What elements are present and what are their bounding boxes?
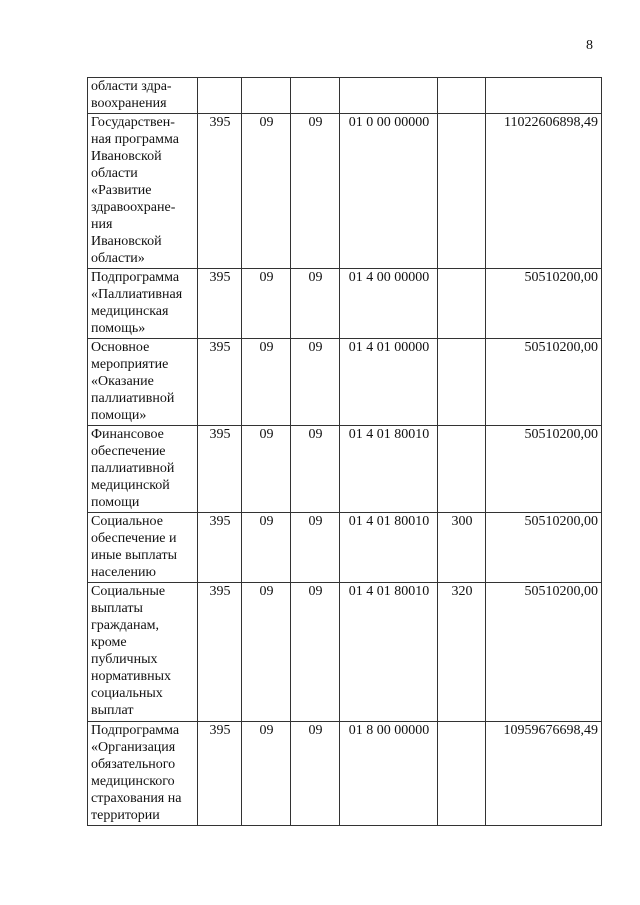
table-row	[88, 78, 602, 114]
pr-cell: 09	[291, 722, 340, 826]
rz-cell: 09	[242, 722, 291, 826]
rz-cell: 09	[242, 269, 291, 339]
rz-cell: 09	[242, 114, 291, 269]
row-name-cell: области здра- воохранения	[88, 78, 198, 114]
pr-cell: 09	[291, 114, 340, 269]
csr-cell	[340, 78, 438, 114]
vr-cell	[438, 426, 486, 513]
table-row	[88, 583, 602, 722]
csr-cell: 01 4 01 80010	[340, 583, 438, 722]
sum-cell: 50510200,00	[486, 426, 602, 513]
vr-cell: 320	[438, 583, 486, 722]
vr-cell	[438, 269, 486, 339]
row-name-cell: Основное мероприятие «Оказание паллиативной помощи»	[88, 339, 198, 426]
pr-cell: 09	[291, 269, 340, 339]
csr-cell: 01 4 01 80010	[340, 426, 438, 513]
sum-cell: 50510200,00	[486, 339, 602, 426]
budget-table	[87, 77, 602, 826]
table-row	[88, 339, 602, 426]
pr-cell: 09	[291, 339, 340, 426]
rz-cell: 09	[242, 583, 291, 722]
sum-cell	[486, 78, 602, 114]
rz-cell	[242, 78, 291, 114]
pr-cell	[291, 78, 340, 114]
row-name-cell: Подпрограмма «Организация обязательного медицинского страхования на территории	[88, 722, 198, 826]
table-row	[88, 269, 602, 339]
pr-cell: 09	[291, 426, 340, 513]
ved-cell	[198, 78, 242, 114]
row-name-cell: Социальное обеспечение и иные выплаты населению	[88, 513, 198, 583]
rz-cell: 09	[242, 426, 291, 513]
ved-cell: 395	[198, 269, 242, 339]
row-name-cell: Финансовое обеспечение паллиативной медицинской помощи	[88, 426, 198, 513]
pr-cell: 09	[291, 583, 340, 722]
csr-cell: 01 0 00 00000	[340, 114, 438, 269]
sum-cell: 11022606898,49	[486, 114, 602, 269]
row-name-cell: Подпрограмма «Паллиативная медицинская помощь»	[88, 269, 198, 339]
table-row	[88, 114, 602, 269]
csr-cell: 01 4 01 00000	[340, 339, 438, 426]
vr-cell	[438, 114, 486, 269]
ved-cell: 395	[198, 426, 242, 513]
sum-cell: 10959676698,49	[486, 722, 602, 826]
ved-cell: 395	[198, 114, 242, 269]
vr-cell	[438, 339, 486, 426]
sum-cell: 50510200,00	[486, 513, 602, 583]
ved-cell: 395	[198, 513, 242, 583]
sum-cell: 50510200,00	[486, 583, 602, 722]
csr-cell: 01 4 00 00000	[340, 269, 438, 339]
ved-cell: 395	[198, 583, 242, 722]
table-row	[88, 722, 602, 826]
rz-cell: 09	[242, 513, 291, 583]
row-name-cell: Социальные выплаты гражданам, кроме публичных нормативных социальных выплат	[88, 583, 198, 722]
csr-cell: 01 8 00 00000	[340, 722, 438, 826]
vr-cell: 300	[438, 513, 486, 583]
ved-cell: 395	[198, 722, 242, 826]
csr-cell: 01 4 01 80010	[340, 513, 438, 583]
page-number: 8	[586, 38, 593, 53]
sum-cell: 50510200,00	[486, 269, 602, 339]
table-row	[88, 426, 602, 513]
vr-cell	[438, 78, 486, 114]
table-row	[88, 513, 602, 583]
ved-cell: 395	[198, 339, 242, 426]
rz-cell: 09	[242, 339, 291, 426]
vr-cell	[438, 722, 486, 826]
pr-cell: 09	[291, 513, 340, 583]
row-name-cell: Государствен- ная программа Ивановской области «Развитие здравоохране- ния Ивановской области»	[88, 114, 198, 269]
